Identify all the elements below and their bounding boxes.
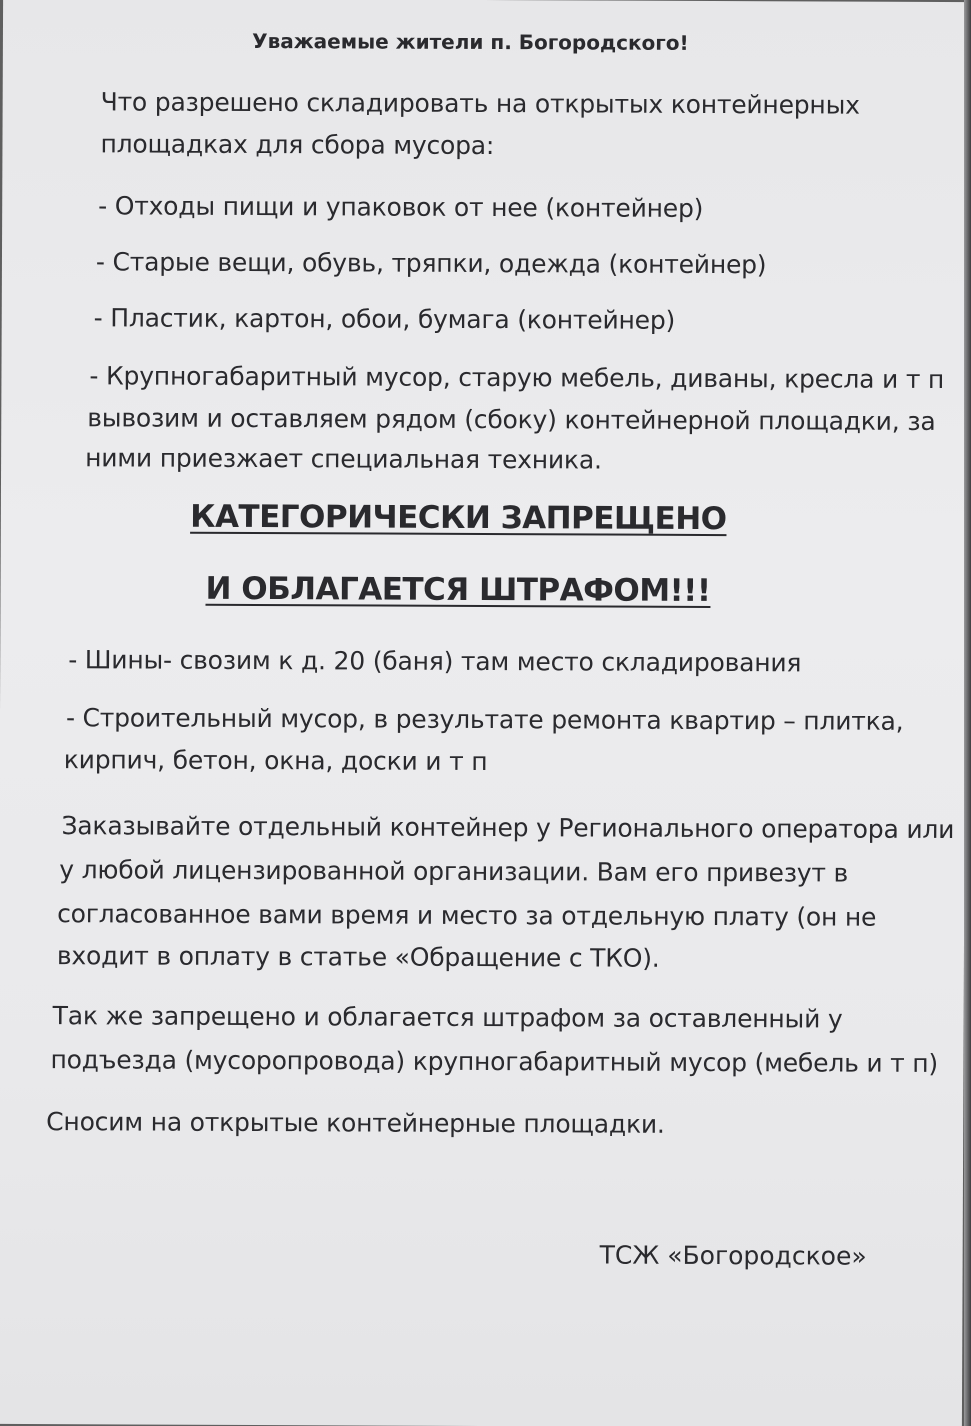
- intro-line-1: Что разрешено складировать на открытых контейнерных: [100, 87, 860, 120]
- also-line-1: Так же запрещено и облагается штрафом за оставленный у: [52, 1001, 843, 1034]
- signature: ТСЖ «Богородское»: [599, 1240, 867, 1271]
- also-line-2: подъезда (мусоропровода) крупногабаритный мусор (мебель и т п): [50, 1045, 939, 1078]
- bulky-line-3: ними приезжает специальная техника.: [85, 443, 602, 475]
- order-line-3: согласованное вами время и место за отдельную плату (он не: [57, 899, 877, 932]
- final-line: Сносим на открытые контейнерные площадки.: [46, 1107, 665, 1139]
- warning-line-2: И ОБЛАГАЕТСЯ ШТРАФОМ!!!: [205, 570, 711, 609]
- order-line-1: Заказывайте отдельный контейнер у Регионального оператора или: [61, 811, 955, 845]
- tires-line: - Шины- свозим к д. 20 (баня) там место складирования: [68, 645, 802, 678]
- allowed-item-clothes: - Старые вещи, обувь, тряпки, одежда (контейнер): [95, 247, 767, 280]
- bulky-line-1: - Крупногабаритный мусор, старую мебель, диваны, кресла и т п: [89, 361, 945, 395]
- construction-line-2: кирпич, бетон, окна, доски и т п: [63, 745, 488, 777]
- allowed-item-plastic: - Пластик, картон, обои, бумага (контейнер): [93, 303, 676, 335]
- warning-line-1: КАТЕГОРИЧЕСКИ ЗАПРЕЩЕНО: [190, 498, 727, 538]
- bulky-line-2: вывозим и оставляем рядом (сбоку) контейнерной площадки, за: [87, 403, 936, 436]
- construction-line-1: - Строительный мусор, в результате ремонта квартир – плитка,: [65, 703, 904, 736]
- notice-title: Уважаемые жители п. Богородского!: [252, 28, 689, 55]
- allowed-item-food: - Отходы пищи и упаковок от нее (контейнер): [98, 191, 704, 223]
- order-line-2: у любой лицензированной организации. Вам его привезут в: [59, 855, 849, 888]
- order-line-4: входит в оплату в статье «Обращение с ТКО).: [56, 941, 660, 973]
- intro-line-2: площадках для сбора мусора:: [100, 129, 495, 161]
- paper-edge-shadow: [964, 0, 971, 1426]
